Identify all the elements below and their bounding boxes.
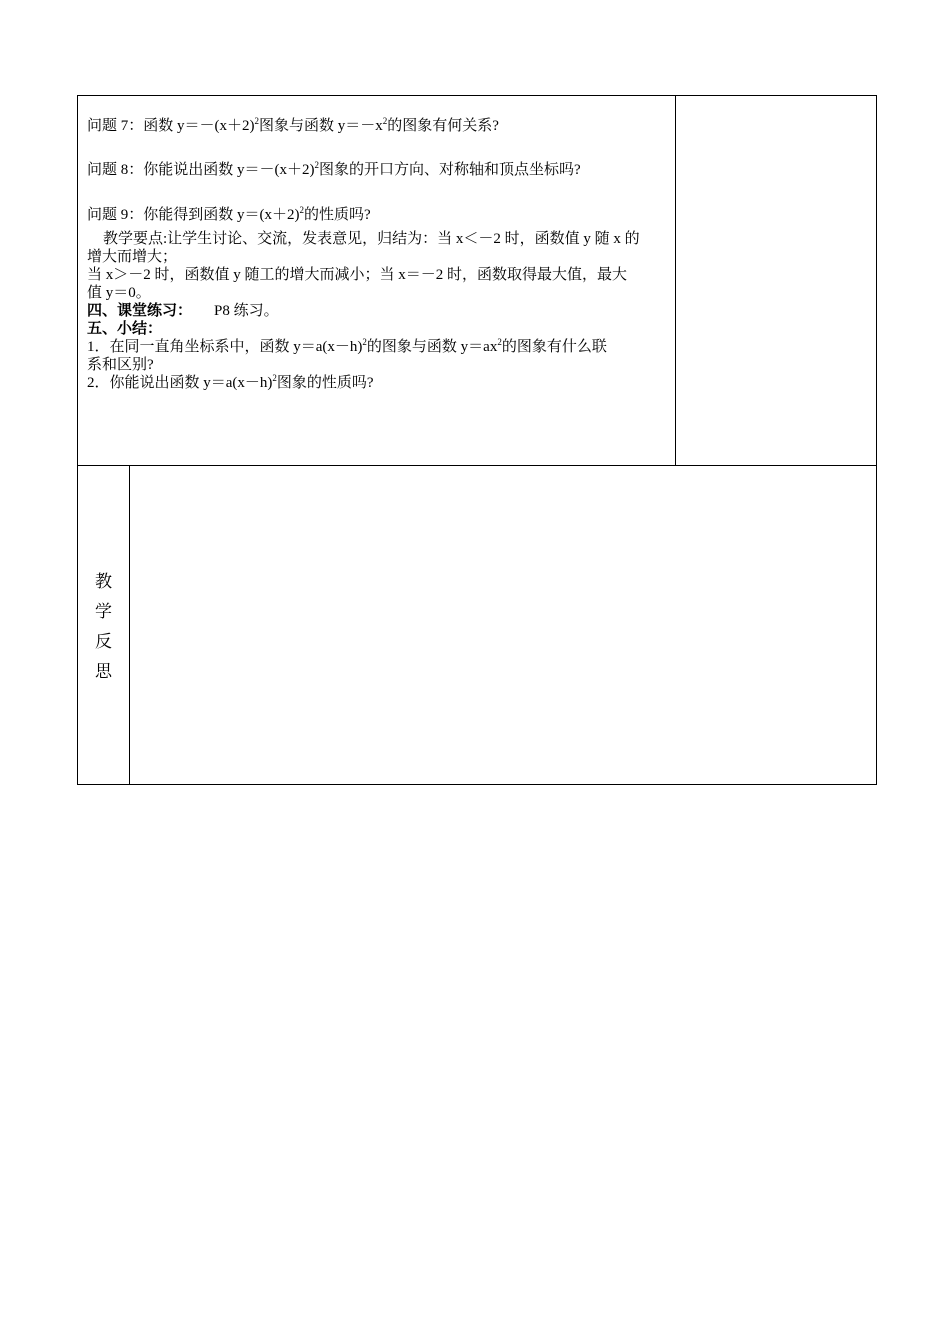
summary-item-2: 2．你能说出函数 $y=a(x-h)^2$图象的性质吗? [87, 373, 374, 391]
notes-cell [676, 96, 876, 465]
teaching-point-line-3: 当 x＞－2 时，函数值 y 随工的增大而减小；当 x＝－2 时，函数取得最大值，最大 [87, 267, 628, 283]
teaching-point-line-1: 教学要点:让学生讨论、交流，发表意见，归结为：当 x＜－2 时，函数值 y 随 x 的 [103, 231, 640, 247]
question-7: 问题 7：函数 $y=-(x+2)^2$图象与函数 $y=-x^2$的图象有何关系? [87, 116, 499, 134]
teaching-point-line-2: 增大而增大； [87, 249, 178, 265]
reflection-char-1: 教 [95, 572, 112, 592]
practice-text: P8 练习。 [214, 303, 279, 319]
question-8: 问题 8：你能说出函数 $y=-(x+2)^2$图象的开口方向、对称轴和顶点坐标吗? [87, 160, 581, 178]
summary-item-1: 1．在同一直角坐标系中，函数 $y=a(x-h)^2$的图象与函数 $y=ax^2$的图象有什么联 [87, 337, 607, 355]
question-9: 问题 9：你能得到函数 $y=(x+2)^2$的性质吗? [87, 205, 371, 223]
reflection-char-3: 反 [95, 632, 112, 652]
table-bottom-border [77, 784, 877, 785]
practice-heading: 四、课堂练习： [87, 303, 193, 319]
teaching-point-line-4: 值 y＝0。 [87, 285, 151, 301]
reflection-char-2: 学 [95, 602, 112, 622]
summary-heading: 五、小结： [87, 321, 163, 337]
practice-section [87, 302, 667, 320]
reflection-char-4: 思 [95, 662, 112, 682]
table-right-border [876, 95, 877, 785]
teaching-reflection-label [78, 567, 129, 687]
reflection-content-area[interactable] [130, 466, 876, 784]
summary-item-1-line-2: 系和区别? [87, 357, 154, 373]
